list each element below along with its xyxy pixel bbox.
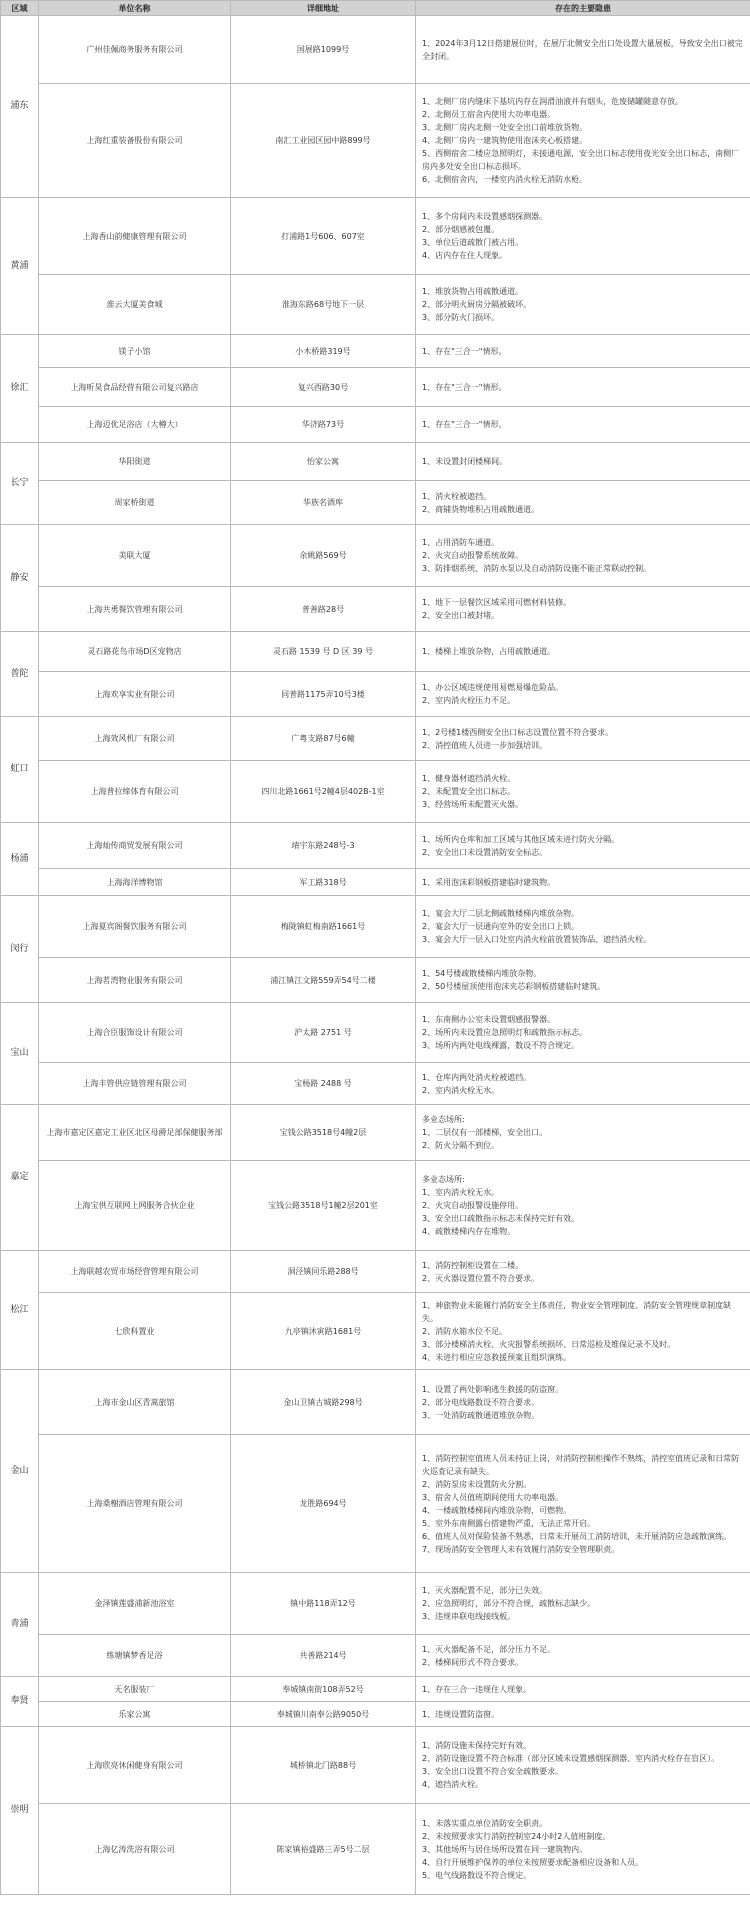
issues-cell bbox=[416, 587, 750, 632]
district-cell: 黄浦 bbox=[1, 198, 39, 335]
address-cell: 宝杨路 2488 号 bbox=[231, 1063, 416, 1105]
table-row bbox=[1, 587, 750, 632]
issue-item: 1、未设置封闭楼梯间。 bbox=[422, 457, 508, 466]
district-cell: 奉贤 bbox=[1, 1677, 39, 1727]
unit-name-cell: 上海丰管供应链管理有限公司 bbox=[39, 1063, 231, 1105]
issue-item: 多业态场所: bbox=[422, 1115, 465, 1124]
address-cell: 普善路28号 bbox=[231, 587, 416, 632]
address-cell: 广粤支路87号6幢 bbox=[231, 717, 416, 761]
unit-name-cell: 上海灿传商贸发展有限公司 bbox=[39, 823, 231, 869]
address-cell: 共善路214号 bbox=[231, 1635, 416, 1677]
issue-item: 1、灭火器配备不足，部分压力不足。 bbox=[422, 1644, 556, 1654]
issues-cell bbox=[416, 958, 750, 1003]
issues-cell bbox=[416, 1677, 750, 1702]
table-row bbox=[1, 1804, 750, 1895]
issue-item: 1、2024年3月12日搭建展位时，在展厅北侧安全出口处设置大量展板，导致安全出口被完全封闭。 bbox=[422, 38, 743, 61]
address-cell: 四川北路1661号2幢4层402B-1室 bbox=[231, 761, 416, 823]
issue-item: 2、灭火器设置位置不符合要求。 bbox=[422, 1273, 540, 1283]
unit-name-cell: 上海夏宾阁餐饮服务有限公司 bbox=[39, 896, 231, 958]
district-cell: 青浦 bbox=[1, 1573, 39, 1677]
address-cell: 军工路318号 bbox=[231, 869, 416, 896]
issue-item: 1、楼梯上堆放杂物，占用疏散通道。 bbox=[422, 647, 556, 656]
issue-item: 2、北侧员工宿舍内使用大功率电器。 bbox=[422, 110, 556, 119]
table-row bbox=[1, 1370, 750, 1435]
issue-item: 1、东南侧办公室未设置烟感报警器。 bbox=[422, 1015, 556, 1024]
address-cell: 怡家公寓 bbox=[231, 443, 416, 481]
issue-item: 1、多个房间内未设置感烟探测器。 bbox=[422, 212, 548, 221]
table-row bbox=[1, 1573, 750, 1635]
address-cell: 复兴西路30号 bbox=[231, 368, 416, 407]
address-cell: 陈家镇裕盛路三弄5号二层 bbox=[231, 1804, 416, 1895]
issue-item: 3、单位后道疏散门被占用。 bbox=[422, 238, 524, 247]
address-cell: 灵石路 1539 号 D 区 39 号 bbox=[231, 632, 416, 672]
issue-item: 4、一楼疏散楼梯间内堆放杂物，可燃物。 bbox=[422, 1505, 572, 1515]
table-row bbox=[1, 1635, 750, 1677]
issue-item: 2、消防设施设置不符合标准（部分区域未设置感烟探测器、室内消火栓存在盲区）。 bbox=[422, 1754, 720, 1763]
issues-cell bbox=[416, 1370, 750, 1435]
district-cell: 普陀 bbox=[1, 632, 39, 717]
issue-item: 1、54号楼疏散楼梯内堆放杂物。 bbox=[422, 969, 542, 978]
unit-name-cell: 练塘镇梦香足浴 bbox=[39, 1635, 231, 1677]
address-cell: 国展路1099号 bbox=[231, 16, 416, 84]
issues-cell bbox=[416, 1635, 750, 1677]
table-row bbox=[1, 1435, 750, 1573]
table-row bbox=[1, 443, 750, 481]
issue-item: 1、场所内仓库和加工区域与其他区域未进行防火分隔。 bbox=[422, 834, 620, 844]
issues-cell bbox=[416, 525, 750, 587]
address-cell: 浦江镇江文路559弄54号二楼 bbox=[231, 958, 416, 1003]
issues-cell bbox=[416, 1063, 750, 1105]
issues-cell bbox=[416, 335, 750, 368]
header-address: 详细地址 bbox=[231, 1, 416, 16]
address-cell: 金山卫镇古城路298号 bbox=[231, 1370, 416, 1435]
issue-item: 3、宴会大厅一层入口处室内消火栓前放置装饰品、遮挡消火栓。 bbox=[422, 935, 652, 944]
unit-name-cell: 上海昕昊食品经营有限公司复兴路店 bbox=[39, 368, 231, 407]
address-cell: 奉城镇南街108弄52号 bbox=[231, 1677, 416, 1702]
issues-cell bbox=[416, 1435, 750, 1573]
issue-item: 2、场所内未设置应急照明灯和疏散指示标志。 bbox=[422, 1028, 588, 1037]
issue-item: 6、值班人员对保险装备不熟悉，日常未开展员工消防培训，未开展消防应急疏散演练。 bbox=[422, 1531, 732, 1541]
issue-item: 3、一处消防疏散通道堆放杂物。 bbox=[422, 1410, 540, 1420]
issue-item: 4、北侧厂房内一建筑物使用泡沫夹心板搭建。 bbox=[422, 136, 588, 145]
issue-item: 1、存在"三合一"情形。 bbox=[422, 346, 507, 356]
table-row bbox=[1, 368, 750, 407]
unit-name-cell: 华阳街道 bbox=[39, 443, 231, 481]
issues-cell bbox=[416, 1727, 750, 1804]
unit-name-cell: 金泽镇莲盛浦新池浴室 bbox=[39, 1573, 231, 1635]
table-row bbox=[1, 1105, 750, 1161]
unit-name-cell: 上海海洋博物馆 bbox=[39, 869, 231, 896]
issue-item: 1、存在"三合一"情形。 bbox=[422, 382, 507, 392]
address-cell: 梅陇镇虹梅南路1661号 bbox=[231, 896, 416, 958]
table-row bbox=[1, 1003, 750, 1063]
issue-item: 1、北侧厂房内缝床下基坑内存在润滑油液并有烟头，危废储罐随意存放。 bbox=[422, 97, 684, 106]
unit-name-cell: 上海普拉缔体育有限公司 bbox=[39, 761, 231, 823]
unit-name-cell: 上海迈优足浴店（大樽大） bbox=[39, 407, 231, 443]
address-cell: 洞泾镇同乐路288号 bbox=[231, 1251, 416, 1293]
address-cell: 小木桥路319号 bbox=[231, 335, 416, 368]
unit-name-cell: 上海茗湾物业服务有限公司 bbox=[39, 958, 231, 1003]
issue-item: 2、防火分隔不到位。 bbox=[422, 1141, 500, 1150]
issue-item: 2、室内消火栓压力不足。 bbox=[422, 696, 516, 705]
table-row bbox=[1, 84, 750, 198]
issue-item: 2、部分电线路数设不符合要求。 bbox=[422, 1397, 540, 1407]
unit-name-cell: 上海市嘉定区嘉定工业区北区母爵足部保健服务部 bbox=[39, 1105, 231, 1161]
table-row bbox=[1, 869, 750, 896]
address-cell: 奉城镇川南奉公路9050号 bbox=[231, 1702, 416, 1727]
address-cell: 南汇工业园区园中路899号 bbox=[231, 84, 416, 198]
issue-item: 1、健身器材遮挡消火栓。 bbox=[422, 774, 516, 783]
table-row bbox=[1, 632, 750, 672]
table-header-row bbox=[1, 1, 750, 16]
address-cell: 华族名酒库 bbox=[231, 481, 416, 525]
district-cell: 杨浦 bbox=[1, 823, 39, 896]
issue-item: 1、室内消火栓无水。 bbox=[422, 1188, 500, 1197]
issues-cell bbox=[416, 761, 750, 823]
address-cell: 华济路73号 bbox=[231, 407, 416, 443]
unit-name-cell: 周家桥街道 bbox=[39, 481, 231, 525]
issues-cell bbox=[416, 1293, 750, 1370]
issue-item: 3、安全出口疏散指示标志未保持完好有效。 bbox=[422, 1214, 580, 1223]
issue-item: 2、消防泵房未设置防火分割。 bbox=[422, 1479, 532, 1489]
district-cell: 静安 bbox=[1, 525, 39, 632]
issues-cell bbox=[416, 869, 750, 896]
issue-item: 2、应急照明灯，部分不符合规，疏散标志缺少。 bbox=[422, 1599, 596, 1608]
district-cell: 浦东 bbox=[1, 16, 39, 198]
unit-name-cell: 上海合臣服饰设计有限公司 bbox=[39, 1003, 231, 1063]
district-cell: 徐汇 bbox=[1, 335, 39, 443]
district-cell: 虹口 bbox=[1, 717, 39, 823]
issue-item: 2、未配置安全出口标志。 bbox=[422, 787, 516, 796]
header-unit-name: 单位名称 bbox=[39, 1, 231, 16]
unit-name-cell: 上海宝供互联网上网服务合伙企业 bbox=[39, 1161, 231, 1251]
issue-item: 2、火灾自动报警系统故障。 bbox=[422, 551, 524, 560]
issues-cell bbox=[416, 481, 750, 525]
unit-name-cell: 上海香山韵健康管理有限公司 bbox=[39, 198, 231, 275]
address-cell: 淮海东路68号地下一层 bbox=[231, 275, 416, 335]
table-row bbox=[1, 525, 750, 587]
issue-item: 3、违规串联电线接线板。 bbox=[422, 1612, 516, 1621]
unit-name-cell: 灵石路花鸟市场D区宠物店 bbox=[39, 632, 231, 672]
issue-item: 1、消防控制室值班人员未持证上岗，对消防控制柜操作不熟练，消控室值班记录和日常防火巡查记录有缺失。 bbox=[422, 1453, 740, 1476]
address-cell: 沪太路 2751 号 bbox=[231, 1003, 416, 1063]
issue-item: 2、楼梯间形式不符合要求。 bbox=[422, 1657, 524, 1667]
table-row bbox=[1, 1161, 750, 1251]
issue-item: 3、其他场所与居住场所设置在同一建筑物内。 bbox=[422, 1844, 588, 1854]
issue-item: 5、西侧宿舍二楼应急照明灯，未接通电源，安全出口标志使用夜光安全出口标志，南侧厂房内多处安全出口标志损坏。 bbox=[422, 149, 740, 171]
issue-item: 5、室外东南侧露台搭建物严重，无法正常开启。 bbox=[422, 1518, 596, 1528]
issue-item: 3、经营场所未配置灭火器。 bbox=[422, 800, 524, 809]
issue-item: 2、未按照要求实行消防控制室24小时2人值班制度。 bbox=[422, 1831, 611, 1841]
table-row bbox=[1, 16, 750, 84]
unit-name-cell: 美联大厦 bbox=[39, 525, 231, 587]
issue-item: 7、现场消防安全管理人未有效履行消防安全管理职责。 bbox=[422, 1544, 620, 1554]
issue-item: 2、室内消火栓无水。 bbox=[422, 1085, 500, 1095]
table-row bbox=[1, 275, 750, 335]
issue-item: 1、堆放货物占用疏散通道。 bbox=[422, 287, 524, 296]
issue-item: 6、北侧宿舍内，一楼室内消火栓无消防水枪。 bbox=[422, 175, 588, 184]
district-cell: 宝山 bbox=[1, 1003, 39, 1105]
issues-cell bbox=[416, 1251, 750, 1293]
table-row bbox=[1, 672, 750, 717]
unit-name-cell: 淮云大厦美食城 bbox=[39, 275, 231, 335]
issues-cell bbox=[416, 672, 750, 717]
unit-name-cell: 镁子小馆 bbox=[39, 335, 231, 368]
issue-item: 1、违规设置防盗窗。 bbox=[422, 1709, 500, 1719]
issue-item: 1、宴会大厅二层北侧疏散楼梯内堆放杂物。 bbox=[422, 909, 580, 918]
issues-cell bbox=[416, 1804, 750, 1895]
unit-name-cell: 上海联越农贸市场经营管理有限公司 bbox=[39, 1251, 231, 1293]
issue-item: 1、存在三合一违规住人现象。 bbox=[422, 1684, 532, 1694]
issue-item: 1、未落实重点单位消防安全职责。 bbox=[422, 1818, 548, 1828]
address-cell: 余姚路569号 bbox=[231, 525, 416, 587]
issue-item: 2、50号楼屋顶使用泡沫夹芯彩钢板搭建临时建筑。 bbox=[422, 982, 606, 991]
district-cell: 金山 bbox=[1, 1370, 39, 1573]
issues-cell bbox=[416, 198, 750, 275]
issue-item: 1、办公区域违规使用易燃易爆危险品。 bbox=[422, 683, 564, 692]
issue-item: 5、电气线路数设不符合规定。 bbox=[422, 1870, 532, 1880]
issues-cell bbox=[416, 896, 750, 958]
table-row bbox=[1, 198, 750, 275]
unit-name-cell: 无名服装厂 bbox=[39, 1677, 231, 1702]
table-row bbox=[1, 481, 750, 525]
table-row bbox=[1, 896, 750, 958]
issues-cell bbox=[416, 1003, 750, 1063]
table-body bbox=[1, 16, 750, 1895]
district-cell: 长宁 bbox=[1, 443, 39, 525]
issue-item: 4、未进行相应应急救援预案且组织演练。 bbox=[422, 1352, 572, 1362]
table-row bbox=[1, 761, 750, 823]
table-row bbox=[1, 1702, 750, 1727]
issue-item: 3、北侧厂房内北侧一处安全出口前堆放货物。 bbox=[422, 123, 588, 132]
table-row bbox=[1, 717, 750, 761]
address-cell: 宝钱公路3518号4幢2层 bbox=[231, 1105, 416, 1161]
district-cell: 闵行 bbox=[1, 896, 39, 1003]
table-row bbox=[1, 407, 750, 443]
issue-item: 3、部分防火门损坏。 bbox=[422, 313, 500, 322]
issues-cell bbox=[416, 368, 750, 407]
address-cell: 同普路1175弄10号3楼 bbox=[231, 672, 416, 717]
issue-item: 1、设置了两处影响逃生救援的防盗窗。 bbox=[422, 1384, 564, 1394]
unit-name-cell: 上海红重装备股份有限公司 bbox=[39, 84, 231, 198]
unit-name-cell: 七欣科置业 bbox=[39, 1293, 231, 1370]
header-district: 区域 bbox=[1, 1, 39, 16]
issues-cell bbox=[416, 407, 750, 443]
address-cell: 打浦路1号606、607室 bbox=[231, 198, 416, 275]
issue-item: 2、宴会大厅一层通向室外的安全出口上锁。 bbox=[422, 922, 580, 931]
address-cell: 镇中路118弄12号 bbox=[231, 1573, 416, 1635]
issues-cell bbox=[416, 823, 750, 869]
unit-name-cell: 上海桑榭酒店管理有限公司 bbox=[39, 1435, 231, 1573]
issue-item: 1、采用泡沫彩钢板搭建临时建筑物。 bbox=[422, 877, 556, 887]
issues-cell bbox=[416, 84, 750, 198]
address-cell: 宝钱公路3518号1幢2层201室 bbox=[231, 1161, 416, 1251]
issue-item: 1、存在"三合一"情形。 bbox=[422, 420, 507, 429]
issue-item: 1、地下一层餐饮区域采用可燃材料装修。 bbox=[422, 598, 572, 607]
issue-item: 1、二层仅有一部楼梯，安全出口。 bbox=[422, 1128, 548, 1137]
unit-name-cell: 上海欣亮休闲健身有限公司 bbox=[39, 1727, 231, 1804]
issue-item: 1、仓库内两处消火栓被遮挡。 bbox=[422, 1072, 532, 1082]
issue-item: 1、神旅物业未能履行消防安全主体责任，物业安全管理制度、消防安全管理规章制度缺失。 bbox=[422, 1300, 732, 1323]
issue-item: 1、消火栓被遮挡。 bbox=[422, 491, 492, 501]
issue-item: 4、疏散楼梯内存在堆物。 bbox=[422, 1227, 516, 1236]
issue-item: 2、商铺货物堆积占用疏散通道。 bbox=[422, 504, 540, 514]
issue-item: 2、部分明火厨房分隔被破坏。 bbox=[422, 300, 532, 309]
issue-item: 4、店内存在住人现象。 bbox=[422, 251, 508, 260]
header-issues: 存在的主要隐患 bbox=[416, 1, 750, 16]
unit-name-cell: 上海共勇餐饮管理有限公司 bbox=[39, 587, 231, 632]
issue-item: 3、宿舍人员值班期间使用大功率电器。 bbox=[422, 1492, 564, 1502]
issue-item: 1、2号楼1楼西侧安全出口标志设置位置不符合要求。 bbox=[422, 727, 614, 737]
table-row bbox=[1, 1251, 750, 1293]
table-row bbox=[1, 1063, 750, 1105]
issue-item: 3、安全出口设置不符合安全疏散要求。 bbox=[422, 1767, 564, 1776]
issue-item: 2、安全出口被封堵。 bbox=[422, 611, 500, 620]
issue-item: 1、消防控制柜设置在二楼。 bbox=[422, 1260, 524, 1270]
unit-name-cell: 乐家公寓 bbox=[39, 1702, 231, 1727]
issue-item: 3、防排烟系统、消防水泵以及自动消防设施不能正常联动控制。 bbox=[422, 564, 652, 573]
issue-item: 2、安全出口未设置消防安全标志。 bbox=[422, 847, 548, 857]
issues-cell bbox=[416, 1161, 750, 1251]
issues-cell bbox=[416, 443, 750, 481]
issue-item: 1、灭火器配置不足，部分已失效。 bbox=[422, 1586, 548, 1595]
table-row bbox=[1, 823, 750, 869]
issue-item: 3、部分楼梯消火栓、火灾报警系统损坏、日常巡检及维保记录不及时。 bbox=[422, 1339, 676, 1349]
issue-item: 3、场所内两处电线裸露，数设不符合规定。 bbox=[422, 1041, 580, 1050]
issues-cell bbox=[416, 16, 750, 84]
table-row bbox=[1, 1727, 750, 1804]
unit-name-cell: 广州佳佩商务服务有限公司 bbox=[39, 16, 231, 84]
issues-cell bbox=[416, 1105, 750, 1161]
issue-item: 2、消防水箱水位不足。 bbox=[422, 1326, 508, 1336]
unit-name-cell: 上海亿涛洗浴有限公司 bbox=[39, 1804, 231, 1895]
address-cell: 九亭镇沐寅路1681号 bbox=[231, 1293, 416, 1370]
table-row bbox=[1, 958, 750, 1003]
district-cell: 嘉定 bbox=[1, 1105, 39, 1251]
unit-name-cell: 上海欢享实业有限公司 bbox=[39, 672, 231, 717]
issue-item: 2、消控值班人员进一步加强培训。 bbox=[422, 740, 548, 750]
issue-item: 2、火灾自动报警设施停用。 bbox=[422, 1201, 524, 1210]
issue-item: 4、遮挡消火栓。 bbox=[422, 1780, 484, 1789]
district-cell: 崇明 bbox=[1, 1727, 39, 1895]
issue-item: 多业态场所: bbox=[422, 1175, 465, 1184]
table-row bbox=[1, 1293, 750, 1370]
issues-cell bbox=[416, 632, 750, 672]
district-cell: 松江 bbox=[1, 1251, 39, 1370]
address-cell: 龙胜路694号 bbox=[231, 1435, 416, 1573]
issue-item: 1、消防设施未保持完好有效。 bbox=[422, 1741, 532, 1750]
table-row bbox=[1, 1677, 750, 1702]
issues-cell bbox=[416, 275, 750, 335]
issues-cell bbox=[416, 717, 750, 761]
issues-cell bbox=[416, 1573, 750, 1635]
table-row bbox=[1, 335, 750, 368]
issue-item: 4、自行开展维护保养的单位未按照要求配备相应设备和人员。 bbox=[422, 1857, 644, 1867]
unit-name-cell: 上海市金山区青蒿旅馆 bbox=[39, 1370, 231, 1435]
address-cell: 城桥镇北门路88号 bbox=[231, 1727, 416, 1804]
issues-cell bbox=[416, 1702, 750, 1727]
unit-name-cell: 上海效风机厂有限公司 bbox=[39, 717, 231, 761]
issue-item: 2、部分烟感被包覆。 bbox=[422, 225, 500, 234]
issue-item: 1、占用消防车通道。 bbox=[422, 538, 500, 547]
address-cell: 靖宇东路248号-3 bbox=[231, 823, 416, 869]
